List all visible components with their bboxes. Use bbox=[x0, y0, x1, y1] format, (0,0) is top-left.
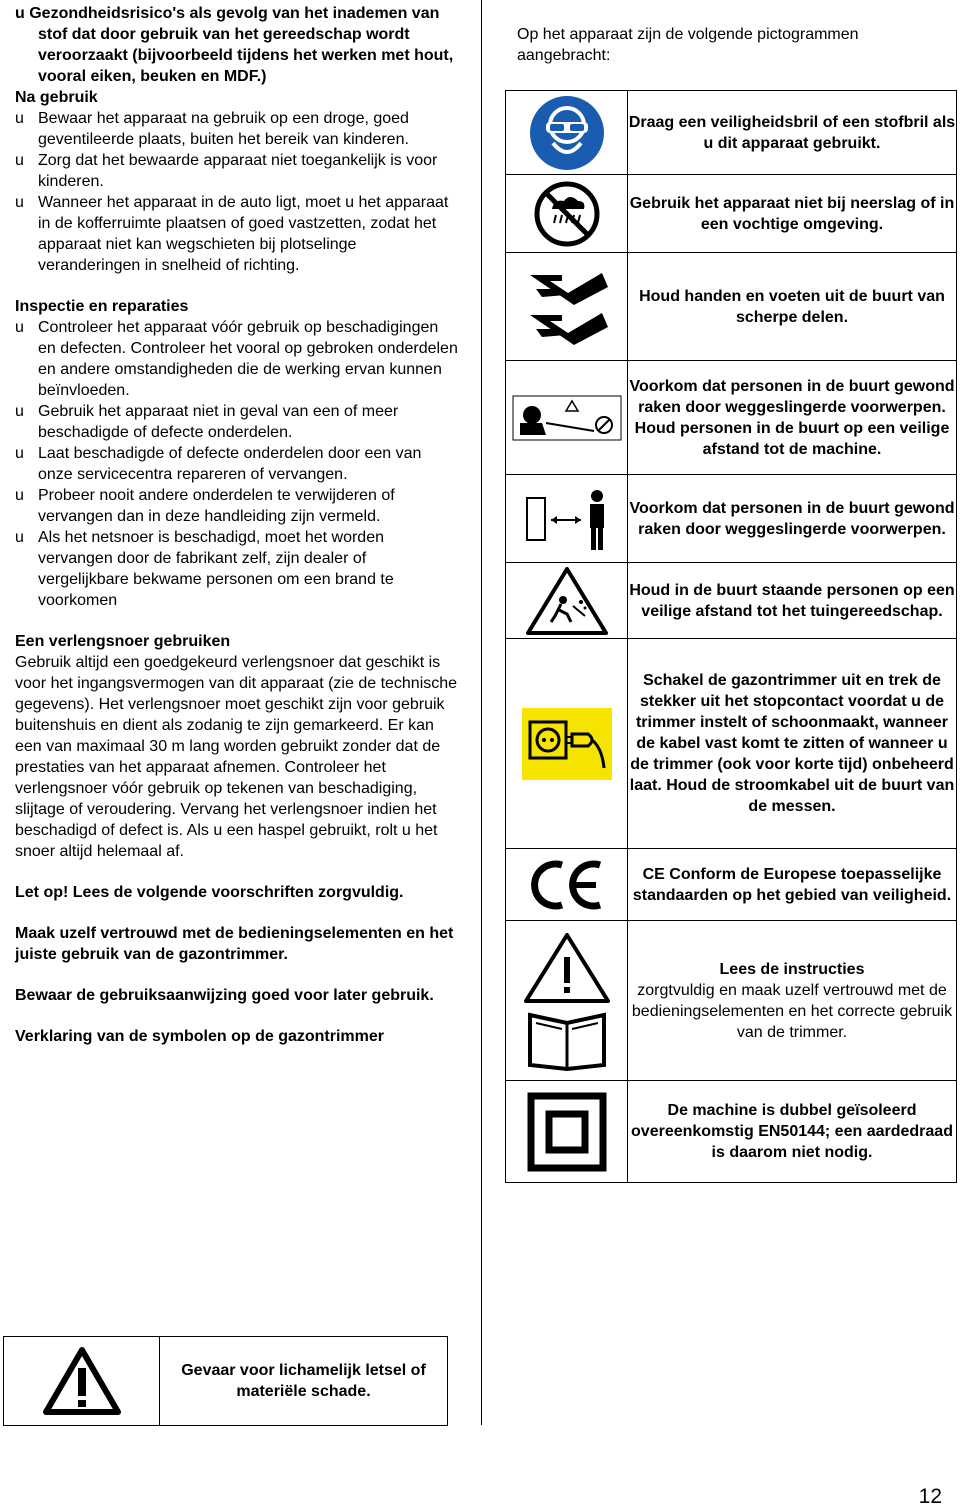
pictogram-description: Houd in de buurt staande personen op een veilige afstand tot het tuingereedschap. bbox=[628, 563, 957, 639]
table-row bbox=[506, 361, 957, 475]
list-item: u Laat beschadigde of defecte onderdelen door een van onze servicecentra repareren of vervangen. bbox=[15, 445, 422, 483]
list-item: u Gebruik het apparaat niet in geval van een of meer beschadigde of defecte onderdelen. bbox=[15, 403, 399, 441]
extension-paragraph: Gebruik altijd een goedgekeurd verlengsnoer dat geschikt is voor het ingangsvermogen van dit apparaat (zie de technische gegevens). Het verlengsnoer moet geschikt zijn voor gebruik buitenshuis en dient als zodanig te zijn gemarkeerd. Er kan een van maximaal 30 m lang worden gebruikt zonder dat de prestaties van het apparaat afnemen. Controleer het verlengsnoer vóór gebruik op tekenen van beschadiging, slijtage of veroudering. Vervang het verlengsnoer indien het beschadigd of defect is. Als u een haspel gebruikt, rolt u het snoer altijd helemaal af. bbox=[15, 654, 458, 860]
no-rain-icon bbox=[506, 175, 628, 253]
list-item: u Zorg dat het bewaarde apparaat niet toegankelijk is voor kinderen. bbox=[15, 152, 438, 190]
unplug-icon bbox=[506, 639, 628, 849]
column-divider bbox=[481, 0, 482, 1425]
pictogram-description: CE Conform de Europese toepasselijke standaarden op het gebied van veiligheid. bbox=[628, 849, 957, 921]
table-row bbox=[4, 1337, 448, 1426]
pictogram-description: Draag een veiligheidsbril of een stofbril als u dit apparaat gebruikt. bbox=[628, 91, 957, 175]
familiarize-note: Maak uzelf vertrouwd met de bedieningselementen en het juiste gebruik van de gazontrimmer. bbox=[15, 925, 454, 963]
keep-manual-note: Bewaar de gebruiksaanwijzing goed voor later gebruik. bbox=[15, 987, 434, 1004]
list-item: u Wanneer het apparaat in de auto ligt, moet u het apparaat in de kofferruimte plaatsen of goed vastzetten, zodat het apparaat niet kan wegschieten bij plotselinge veranderingen in snelheid of richting. bbox=[15, 194, 449, 274]
after-use-heading: Na gebruik bbox=[15, 89, 98, 106]
attention-note: Let op! Lees de volgende voorschriften zorgvuldig. bbox=[15, 884, 404, 901]
pictogram-table bbox=[505, 90, 957, 1183]
table-row bbox=[506, 253, 957, 361]
dust-hazard-paragraph: u Gezondheidsrisico's als gevolg van het inademen van stof dat door gebruik van het gereedschap wordt veroorzaakt (bijvoorbeeld tijdens het werken met hout, vooral eiken, beuken en MDF.) bbox=[15, 5, 454, 85]
flying-debris-icon bbox=[506, 563, 628, 639]
inspection-heading: Inspectie en reparaties bbox=[15, 298, 189, 315]
page-number: 12 bbox=[918, 1485, 942, 1508]
table-row bbox=[506, 475, 957, 563]
hand-foot-blade-icon bbox=[506, 253, 628, 361]
thrown-objects-icon bbox=[506, 361, 628, 475]
symbol-description: Gevaar voor lichamelijk letsel of materiële schade. bbox=[160, 1337, 448, 1426]
list-item: u Controleer het apparaat vóór gebruik op beschadigingen en defecten. Controleer het vooral op gebroken onderdelen en andere omstandigheden die de werking ervan kunnen beïnvloeden. bbox=[15, 319, 458, 399]
table-row bbox=[506, 849, 957, 921]
pictogram-intro: Op het apparaat zijn de volgende pictogrammen aangebracht: bbox=[517, 26, 859, 64]
pictogram-description: Schakel de gazontrimmer uit en trek de stekker uit het stopcontact voordat u de trimmer instelt of schoonmaakt, wanneer de kabel vast komt te zitten of wanneer u de trimmer (ook voor korte tijd) onbeheerd laat. Houd de stroomkabel uit de buurt van de messen. bbox=[628, 639, 957, 849]
right-column bbox=[517, 24, 937, 66]
pictogram-description: Voorkom dat personen in de buurt gewond raken door weggeslingerde voorwerpen. bbox=[628, 475, 957, 563]
pictogram-description: Voorkom dat personen in de buurt gewond raken door weggeslingerde voorwerpen. Houd personen in de buurt op een veilige afstand tot de machine. bbox=[628, 361, 957, 475]
table-row bbox=[506, 921, 957, 1081]
bottom-symbol-table bbox=[3, 1336, 448, 1426]
safe-distance-icon bbox=[506, 475, 628, 563]
safety-goggles-icon bbox=[506, 91, 628, 175]
left-column bbox=[15, 3, 460, 1047]
read-instructions-title: Lees de instructies bbox=[719, 960, 865, 978]
symbols-heading: Verklaring van de symbolen op de gazontrimmer bbox=[15, 1028, 384, 1045]
pictogram-description: De machine is dubbel geïsoleerd overeenkomstig EN50144; een aardedraad is daarom niet nodig. bbox=[628, 1081, 957, 1183]
table-row bbox=[506, 563, 957, 639]
read-manual-icon bbox=[506, 921, 628, 1081]
read-instructions-text: zorgtvuldig en maak uzelf vertrouwd met de bedieningselementen en het correcte gebruik van de trimmer. bbox=[631, 981, 953, 1041]
table-row bbox=[506, 1081, 957, 1183]
pictogram-description: Houd handen en voeten uit de buurt van scherpe delen. bbox=[628, 253, 957, 361]
table-row bbox=[506, 175, 957, 253]
list-item: u Probeer nooit andere onderdelen te verwijderen of vervangen dan in deze handleiding zijn vermeld. bbox=[15, 487, 395, 525]
list-item: u Als het netsnoer is beschadigd, moet het worden vervangen door de fabrikant zelf, zijn dealer of vergelijkbare bekwame personen om een brand te voorkomen bbox=[15, 529, 394, 609]
table-row bbox=[506, 91, 957, 175]
double-insulation-icon bbox=[506, 1081, 628, 1183]
list-item: u Bewaar het apparaat na gebruik op een droge, goed geventileerde plaats, buiten het bereik van kinderen. bbox=[15, 110, 409, 148]
warning-triangle-icon bbox=[4, 1337, 160, 1426]
pictogram-description bbox=[628, 921, 957, 1081]
ce-mark-icon bbox=[506, 849, 628, 921]
extension-heading: Een verlengsnoer gebruiken bbox=[15, 633, 231, 650]
pictogram-description: Gebruik het apparaat niet bij neerslag of in een vochtige omgeving. bbox=[628, 175, 957, 253]
table-row bbox=[506, 639, 957, 849]
